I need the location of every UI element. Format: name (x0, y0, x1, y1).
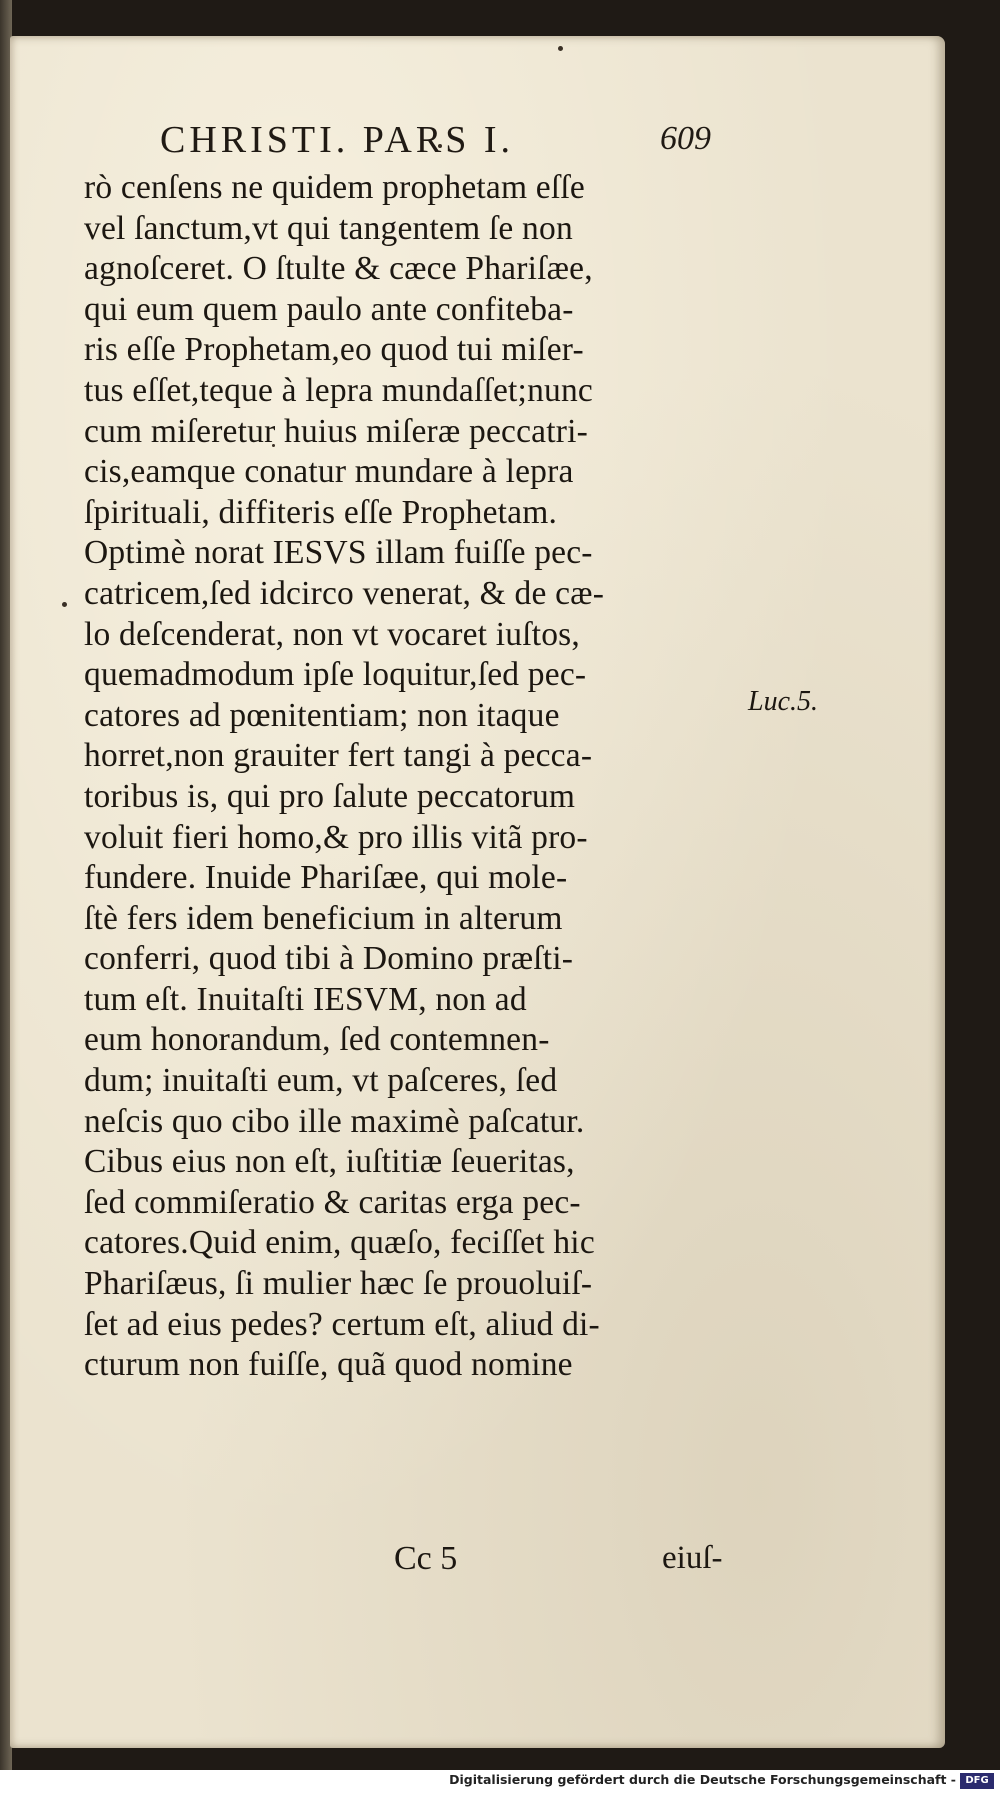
text-line: Optimè norat IESVS illam fuiſſe pec- (84, 534, 593, 572)
text-line: catores ad pœnitentiam; non itaque (84, 696, 560, 734)
catchword: eiuſ- (662, 1540, 723, 1576)
text-line: cis,eamque conatur mundare à lepra (84, 453, 574, 491)
text-line: eum honorandum, ſed contemnen- (84, 1021, 550, 1059)
ink-speck (558, 46, 563, 51)
text-line: neſcis quo cibo ille maximè paſcatur. (84, 1102, 585, 1140)
text-line: ſed commiſeratio & caritas erga pec- (84, 1183, 581, 1221)
text-line: cum miſeretur huius miſeræ peccatri- (84, 412, 588, 450)
text-line: cturum non fuiſſe, quã quod nomine (84, 1346, 573, 1384)
text-line: fundere. Inuide Phariſæe, qui mole- (84, 859, 568, 897)
page-number: 609 (660, 120, 711, 157)
running-header (160, 118, 760, 168)
text-line: agnoſceret. O ſtulte & cæce Phariſæe, (84, 250, 593, 288)
text-line: horret,non grauiter fert tangi à pecca- (84, 737, 593, 775)
text-line: ris eſſe Prophetam,eo quod tui miſer- (84, 331, 584, 369)
text-line: ſet ad eius pedes? certum eſt, aliud di- (84, 1305, 600, 1343)
text-line: lo deſcenderat, non vt vocaret iuſtos, (84, 615, 580, 653)
signature-mark: Cc 5 (394, 1540, 458, 1577)
text-line: vel ſanctum,vt qui tangentem ſe non (84, 209, 573, 247)
text-line: tus eſſet,teque à lepra mundaſſet;nunc (84, 371, 593, 409)
text-line: ſpirituali, diffiteris eſſe Prophetam. (84, 493, 558, 531)
text-line: catricem,ſed idcirco venerat, & de cæ- (84, 574, 605, 612)
credit-text: Digitalisierung gefördert durch die Deutsche Forschungsgemeinschaft - (449, 1772, 956, 1787)
text-line: quemadmodum ipſe loquitur,ſed pec- (84, 656, 587, 694)
text-line: tum eſt. Inuitaſti IESVM, non ad (84, 980, 527, 1018)
text-line: voluit fieri homo,& pro illis vitã pro- (84, 818, 588, 856)
margin-reference-note: Luc.5. (748, 686, 818, 717)
digitization-credit-bar (0, 1770, 1000, 1793)
text-line: Phariſæus, ſi mulier hæc ſe prouoluiſ- (84, 1265, 593, 1303)
text-line: catores.Quid enim, quæſo, feciſſet hic (84, 1224, 595, 1262)
running-title: CHRISTI. PARS I. (160, 119, 515, 161)
ink-speck (62, 602, 67, 607)
body-text (84, 168, 744, 1386)
text-line: ſtè fers idem beneficium in alterum (84, 899, 563, 937)
text-line: Cibus eius non eſt, iuſtitiæ ſeueritas, (84, 1143, 575, 1181)
dfg-logo: DFG (960, 1773, 994, 1789)
text-line: conferri, quod tibi à Domino præſti- (84, 940, 574, 978)
text-line: qui eum quem paulo ante confiteba- (84, 290, 574, 328)
text-line: dum; inuitaſti eum, vt paſceres, ſed (84, 1062, 558, 1100)
text-line: rò cenſens ne quidem prophetam eſſe (84, 169, 585, 206)
text-line: toribus is, qui pro ſalute peccatorum (84, 777, 576, 815)
